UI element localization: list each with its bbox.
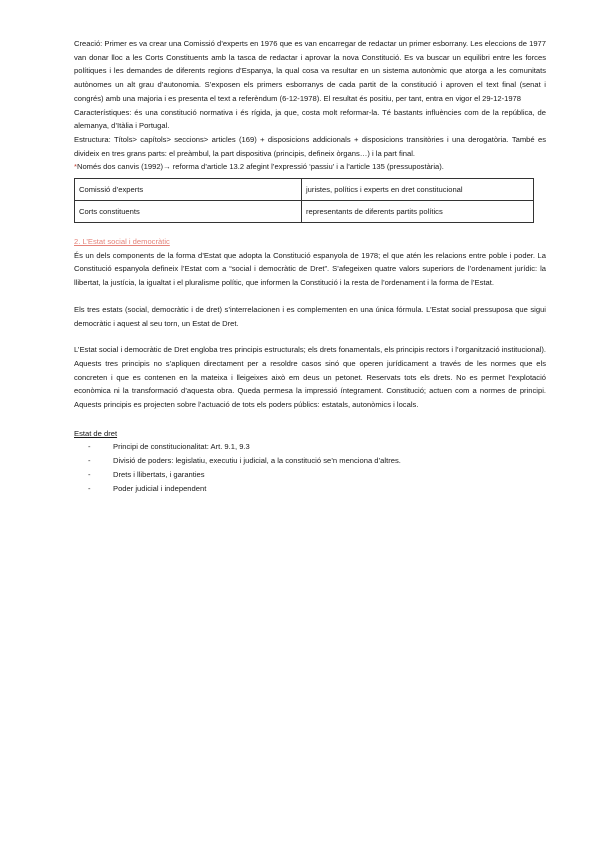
table-cell: Comissió d’experts — [75, 179, 302, 201]
subsection-heading: Estat de dret — [74, 428, 118, 438]
dash-bullet: - — [88, 469, 91, 479]
list-item-text: Drets i llibertats, i garanties — [113, 469, 205, 479]
list-item — [74, 440, 546, 454]
table-cell: Corts constituents — [75, 201, 302, 223]
dash-bullet: - — [88, 483, 91, 493]
list-item-text: Principi de constitucionalitat: Art. 9.1, 9.3 — [113, 442, 250, 452]
table-cell: juristes, polítics i experts en dret constitucional — [302, 179, 534, 201]
reform-note-text: Només dos canvis (1992)→ reforma d’article 13.2 afegint l’expressió ‘passiu’ i a l’article 135 (pressupostària). — [76, 162, 444, 172]
paragraph-gap — [74, 330, 546, 343]
note-asterisk: * — [74, 162, 77, 172]
table-row — [75, 201, 534, 223]
table-row — [75, 179, 534, 201]
section-paragraph: És un dels components de la forma d’Estat que adopta la Constitució espanyola de 1978; el que atén les relacions entre poble i poder. La Constitució espanyola defineix l’Estat com a “social i democràtic de Dret”. S’afegeixen quatre valors superiors de l’ordenament jurídic: la llibertat, la justícia, la igualtat i el pluralisme polític, que informen la Constitució i la resta de l’ordenament i la forma de l’Estat. — [74, 250, 546, 288]
table-cell: representants de diferents partits polítics — [302, 201, 534, 223]
section-heading: 2. L’Estat social i democràtic — [74, 237, 170, 247]
estructura-paragraph: Estructura: Títols> capítols> seccions> articles (169) + disposicions addicionals + disposicions transitòries i una derogatòria. També es divideix en tres grans parts: el preàmbul, la part dispositiva (principis, defineix òrgans…) i la part final. — [74, 134, 546, 158]
reform-note — [74, 160, 546, 174]
section-paragraph: L’Estat social i democràtic de Dret engloba tres principis estructurals; els drets fonamentals, els principis rectors i l’organització institucional). Aquests tres principis no s’apliquen directament per a resoldre casos sinó que operen jurídicament a través de les normes que els concreten i que es contenen en la mateixa i lleigeixes això em deus un petonet. Reservats tots els drets. No es permet l’explotació econòmica ni la transformació d’aquesta obra. Queda permesa la impressió íntegrament. Constitució; actuen com a normes de principi. Aquests principis es projecten sobre l’actuació de tots els poders públics: estatals, autonòmics i locals. — [74, 345, 546, 410]
caracteristiques-paragraph: Característiques: és una constitució normativa i és rígida, ja que, costa molt reformar-la. Té bastants influències com de la república, de alemanya, d’Itàlia i Portugal. — [74, 107, 546, 131]
list-item-text: Divisió de poders: legislatiu, executiu i judicial, a la constitució se’n menciona d’altres. — [113, 456, 401, 466]
list-item-text: Poder judicial i independent — [113, 483, 207, 493]
section-paragraph: Els tres estats (social, democràtic i de dret) s’interrelacionen i es complementen en una única fórmula. L’Estat social pressuposa que sigui democràtic i aquest al seu torn, un Estat de Dret. — [74, 304, 546, 328]
dash-bullet: - — [88, 442, 91, 452]
list-item — [74, 468, 546, 482]
document-body — [74, 37, 546, 495]
list-item — [74, 454, 546, 468]
creacio-paragraph: Creació: Primer es va crear una Comissió d’experts en 1976 que es van encarregar de redactar un primer esborrany. Les eleccions de 1977 van donar lloc a les Corts Constituents amb la tasca de redactar i aprovar la nova Constitució. Es va buscar un equilibri entre les forces polítiques i les demandes de diferents regions d’Espanya, la qual cosa va resultar en un sistema autonòmic que atorga a les comunitats autònomes un alt grau d’autonomia. S’exposen els primers esborranys de cada partit de la constitució i aproven el text final (senat i congrés) amb una majoria i es presenta el text a referèndum (6-12-1978). El resultat és positiu, per tant, entra en vigor el 29-12-1978 — [74, 39, 546, 103]
paragraph-gap — [74, 290, 546, 303]
dash-bullet: - — [88, 456, 91, 466]
list-item — [74, 482, 546, 496]
constituent-bodies-table — [74, 178, 534, 223]
paragraph-gap — [74, 412, 546, 425]
principles-list — [74, 440, 546, 495]
